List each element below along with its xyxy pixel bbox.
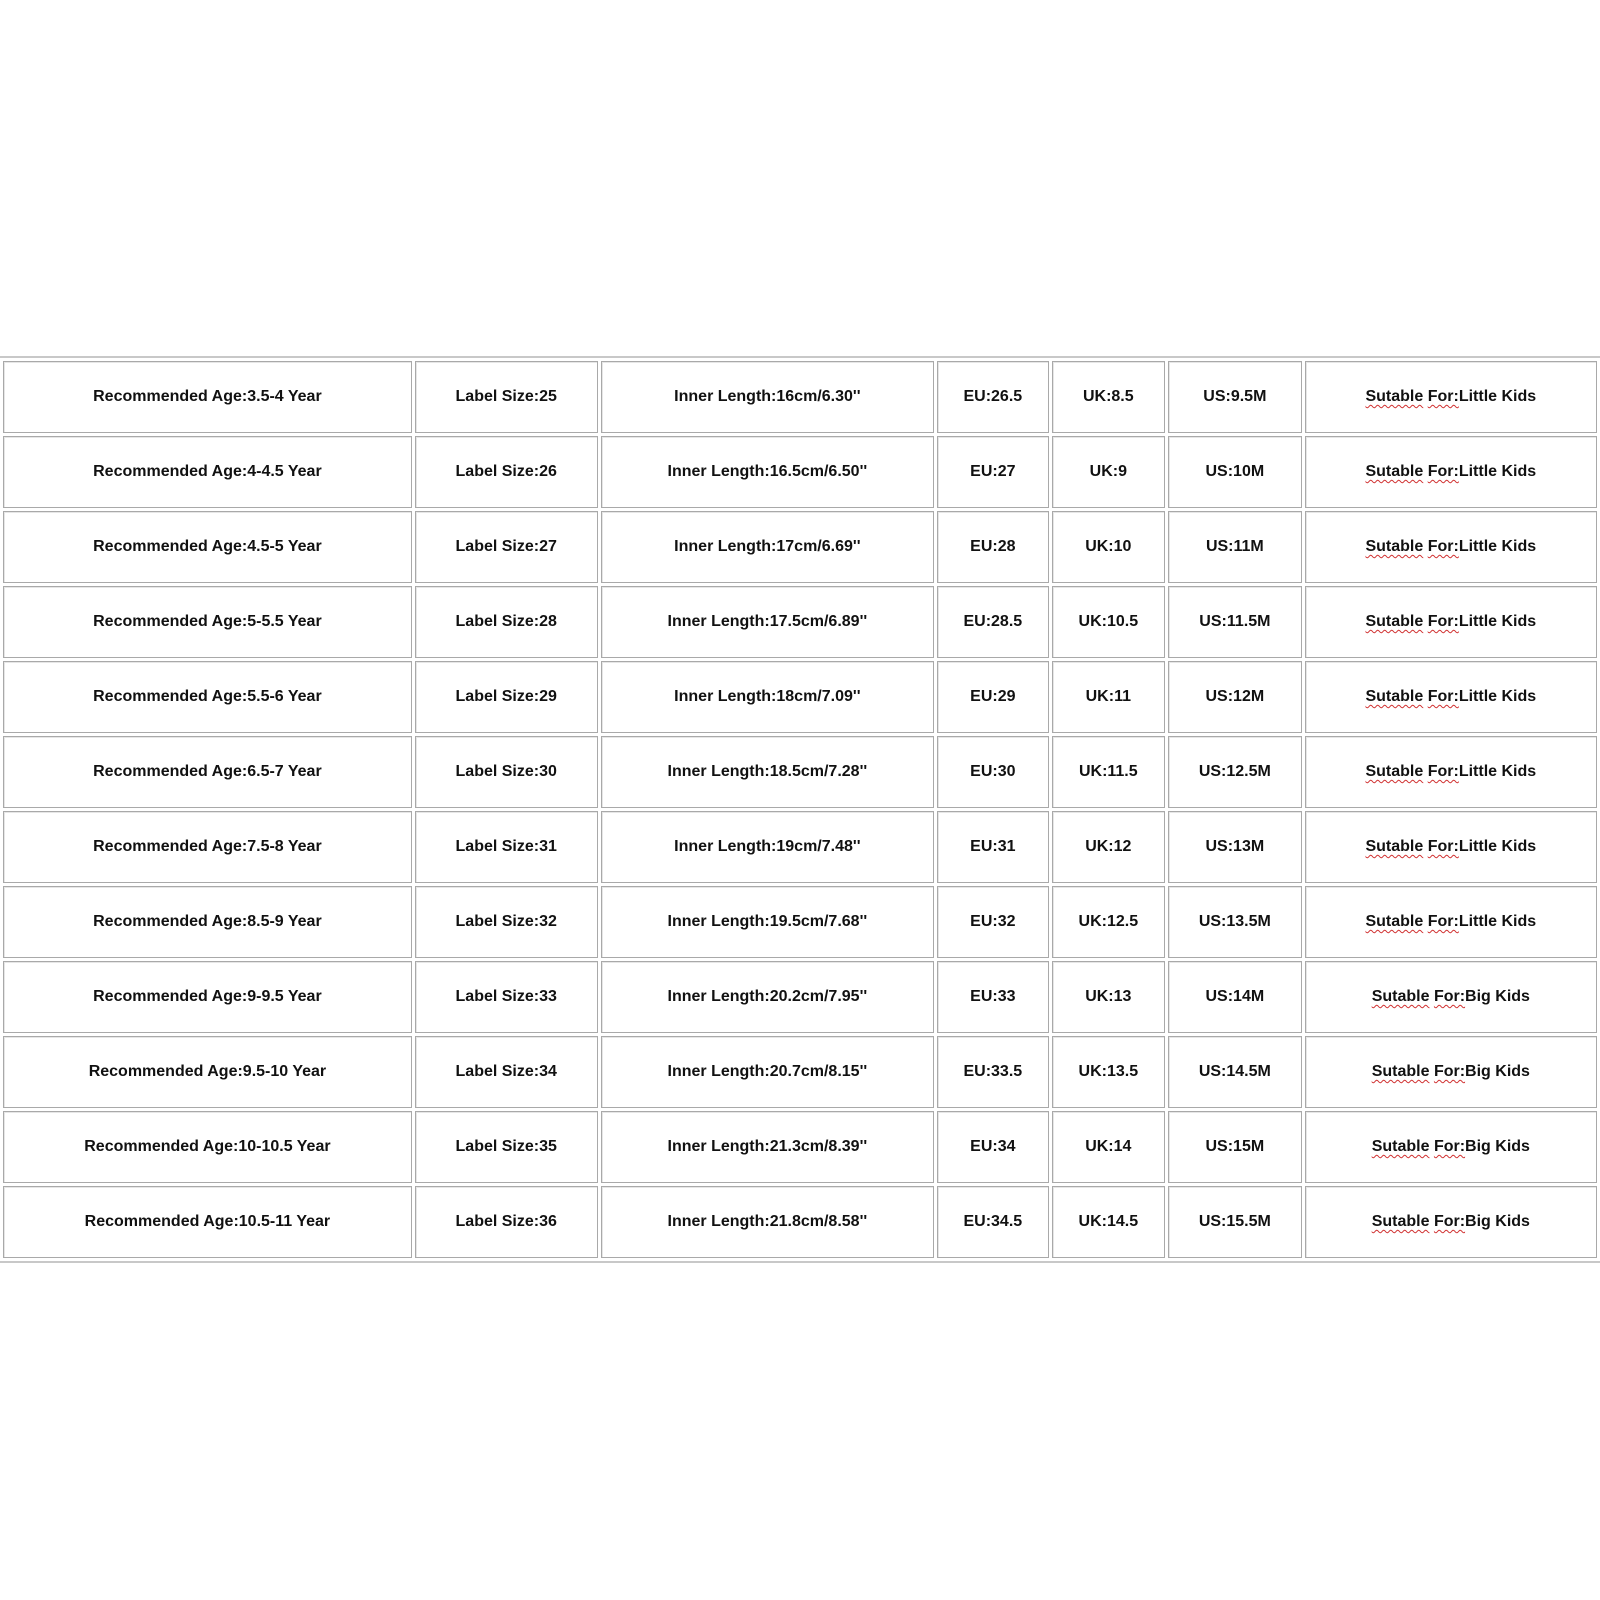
- recommended-age-cell: Recommended Age:9.5-10 Year: [3, 1036, 412, 1108]
- uk-size-cell: UK:13: [1052, 961, 1166, 1033]
- suitable-word: Sutable: [1371, 988, 1430, 1005]
- inner-length-cell: Inner Length:17.5cm/6.89'': [601, 586, 934, 658]
- suitable-word: Sutable: [1365, 463, 1424, 480]
- audience-text: Little Kids: [1458, 538, 1537, 555]
- suitable-for-cell: [1305, 886, 1597, 958]
- label-size-cell: Label Size:32: [415, 886, 598, 958]
- label-size-cell: Label Size:34: [415, 1036, 598, 1108]
- recommended-age-cell: Recommended Age:10.5-11 Year: [3, 1186, 412, 1258]
- uk-size-cell: UK:14.5: [1052, 1186, 1166, 1258]
- recommended-age-cell: Recommended Age:9-9.5 Year: [3, 961, 412, 1033]
- audience-text: Big Kids: [1465, 1138, 1530, 1155]
- suitable-for-cell: [1305, 1036, 1597, 1108]
- for-word: For:: [1427, 763, 1459, 780]
- eu-size-cell: EU:27: [937, 436, 1048, 508]
- table-row: [3, 1036, 1597, 1108]
- for-word: For:: [1427, 688, 1459, 705]
- uk-size-cell: UK:10: [1052, 511, 1166, 583]
- eu-size-cell: EU:34: [937, 1111, 1048, 1183]
- label-size-cell: Label Size:35: [415, 1111, 598, 1183]
- recommended-age-cell: Recommended Age:3.5-4 Year: [3, 361, 412, 433]
- inner-length-cell: Inner Length:19.5cm/7.68'': [601, 886, 934, 958]
- inner-length-cell: Inner Length:21.8cm/8.58'': [601, 1186, 934, 1258]
- recommended-age-cell: Recommended Age:8.5-9 Year: [3, 886, 412, 958]
- audience-text: Big Kids: [1465, 1213, 1530, 1230]
- table-row: [3, 361, 1597, 433]
- inner-length-cell: Inner Length:16cm/6.30'': [601, 361, 934, 433]
- table-row: [3, 586, 1597, 658]
- suitable-word: Sutable: [1365, 388, 1424, 405]
- recommended-age-cell: Recommended Age:5-5.5 Year: [3, 586, 412, 658]
- label-size-cell: Label Size:27: [415, 511, 598, 583]
- us-size-cell: US:14M: [1168, 961, 1302, 1033]
- for-word: For:: [1433, 1213, 1466, 1230]
- audience-text: Big Kids: [1465, 988, 1530, 1005]
- label-size-cell: Label Size:28: [415, 586, 598, 658]
- suitable-for-cell: [1305, 361, 1597, 433]
- us-size-cell: US:11.5M: [1168, 586, 1302, 658]
- suitable-word: Sutable: [1371, 1138, 1430, 1155]
- us-size-cell: US:11M: [1168, 511, 1302, 583]
- label-size-cell: Label Size:33: [415, 961, 598, 1033]
- inner-length-cell: Inner Length:17cm/6.69'': [601, 511, 934, 583]
- eu-size-cell: EU:33: [937, 961, 1048, 1033]
- for-word: For:: [1427, 613, 1459, 630]
- for-word: For:: [1427, 388, 1459, 405]
- inner-length-cell: Inner Length:18.5cm/7.28'': [601, 736, 934, 808]
- uk-size-cell: UK:12: [1052, 811, 1166, 883]
- label-size-cell: Label Size:31: [415, 811, 598, 883]
- table-row: [3, 1111, 1597, 1183]
- table-row: [3, 511, 1597, 583]
- recommended-age-cell: Recommended Age:10-10.5 Year: [3, 1111, 412, 1183]
- table-row: [3, 961, 1597, 1033]
- suitable-word: Sutable: [1365, 838, 1424, 855]
- suitable-word: Sutable: [1371, 1063, 1430, 1080]
- inner-length-cell: Inner Length:20.2cm/7.95'': [601, 961, 934, 1033]
- eu-size-cell: EU:30: [937, 736, 1048, 808]
- us-size-cell: US:9.5M: [1168, 361, 1302, 433]
- eu-size-cell: EU:32: [937, 886, 1048, 958]
- table-row: [3, 436, 1597, 508]
- suitable-for-cell: [1305, 661, 1597, 733]
- recommended-age-cell: Recommended Age:6.5-7 Year: [3, 736, 412, 808]
- for-word: For:: [1427, 913, 1459, 930]
- suitable-for-cell: [1305, 1111, 1597, 1183]
- audience-text: Big Kids: [1465, 1063, 1530, 1080]
- suitable-word: Sutable: [1371, 1213, 1430, 1230]
- suitable-for-cell: [1305, 511, 1597, 583]
- eu-size-cell: EU:34.5: [937, 1186, 1048, 1258]
- recommended-age-cell: Recommended Age:4-4.5 Year: [3, 436, 412, 508]
- audience-text: Little Kids: [1458, 688, 1537, 705]
- eu-size-cell: EU:26.5: [937, 361, 1048, 433]
- uk-size-cell: UK:9: [1052, 436, 1166, 508]
- suitable-for-cell: [1305, 811, 1597, 883]
- for-word: For:: [1427, 538, 1459, 555]
- us-size-cell: US:13.5M: [1168, 886, 1302, 958]
- for-word: For:: [1433, 988, 1466, 1005]
- recommended-age-cell: Recommended Age:5.5-6 Year: [3, 661, 412, 733]
- eu-size-cell: EU:31: [937, 811, 1048, 883]
- us-size-cell: US:13M: [1168, 811, 1302, 883]
- recommended-age-cell: Recommended Age:4.5-5 Year: [3, 511, 412, 583]
- inner-length-cell: Inner Length:16.5cm/6.50'': [601, 436, 934, 508]
- label-size-cell: Label Size:30: [415, 736, 598, 808]
- audience-text: Little Kids: [1458, 388, 1537, 405]
- suitable-for-cell: [1305, 961, 1597, 1033]
- suitable-word: Sutable: [1365, 688, 1424, 705]
- for-word: For:: [1433, 1063, 1466, 1080]
- for-word: For:: [1433, 1138, 1466, 1155]
- uk-size-cell: UK:11.5: [1052, 736, 1166, 808]
- recommended-age-cell: Recommended Age:7.5-8 Year: [3, 811, 412, 883]
- inner-length-cell: Inner Length:20.7cm/8.15'': [601, 1036, 934, 1108]
- size-chart-table: [0, 356, 1600, 1263]
- us-size-cell: US:12.5M: [1168, 736, 1302, 808]
- uk-size-cell: UK:12.5: [1052, 886, 1166, 958]
- size-chart-body: [3, 361, 1597, 1258]
- eu-size-cell: EU:29: [937, 661, 1048, 733]
- label-size-cell: Label Size:25: [415, 361, 598, 433]
- audience-text: Little Kids: [1458, 838, 1537, 855]
- eu-size-cell: EU:28: [937, 511, 1048, 583]
- table-row: [3, 736, 1597, 808]
- inner-length-cell: Inner Length:21.3cm/8.39'': [601, 1111, 934, 1183]
- for-word: For:: [1427, 838, 1459, 855]
- audience-text: Little Kids: [1458, 763, 1537, 780]
- label-size-cell: Label Size:26: [415, 436, 598, 508]
- audience-text: Little Kids: [1458, 613, 1537, 630]
- suitable-for-cell: [1305, 736, 1597, 808]
- inner-length-cell: Inner Length:18cm/7.09'': [601, 661, 934, 733]
- us-size-cell: US:14.5M: [1168, 1036, 1302, 1108]
- for-word: For:: [1427, 463, 1459, 480]
- suitable-for-cell: [1305, 1186, 1597, 1258]
- suitable-word: Sutable: [1365, 613, 1424, 630]
- us-size-cell: US:15.5M: [1168, 1186, 1302, 1258]
- eu-size-cell: EU:33.5: [937, 1036, 1048, 1108]
- eu-size-cell: EU:28.5: [937, 586, 1048, 658]
- us-size-cell: US:10M: [1168, 436, 1302, 508]
- suitable-word: Sutable: [1365, 538, 1424, 555]
- us-size-cell: US:12M: [1168, 661, 1302, 733]
- suitable-word: Sutable: [1365, 763, 1424, 780]
- uk-size-cell: UK:14: [1052, 1111, 1166, 1183]
- uk-size-cell: UK:8.5: [1052, 361, 1166, 433]
- suitable-word: Sutable: [1365, 913, 1424, 930]
- inner-length-cell: Inner Length:19cm/7.48'': [601, 811, 934, 883]
- label-size-cell: Label Size:36: [415, 1186, 598, 1258]
- table-row: [3, 886, 1597, 958]
- uk-size-cell: UK:13.5: [1052, 1036, 1166, 1108]
- table-row: [3, 811, 1597, 883]
- table-row: [3, 1186, 1597, 1258]
- audience-text: Little Kids: [1458, 463, 1537, 480]
- uk-size-cell: UK:11: [1052, 661, 1166, 733]
- suitable-for-cell: [1305, 436, 1597, 508]
- audience-text: Little Kids: [1458, 913, 1537, 930]
- table-row: [3, 661, 1597, 733]
- us-size-cell: US:15M: [1168, 1111, 1302, 1183]
- label-size-cell: Label Size:29: [415, 661, 598, 733]
- suitable-for-cell: [1305, 586, 1597, 658]
- uk-size-cell: UK:10.5: [1052, 586, 1166, 658]
